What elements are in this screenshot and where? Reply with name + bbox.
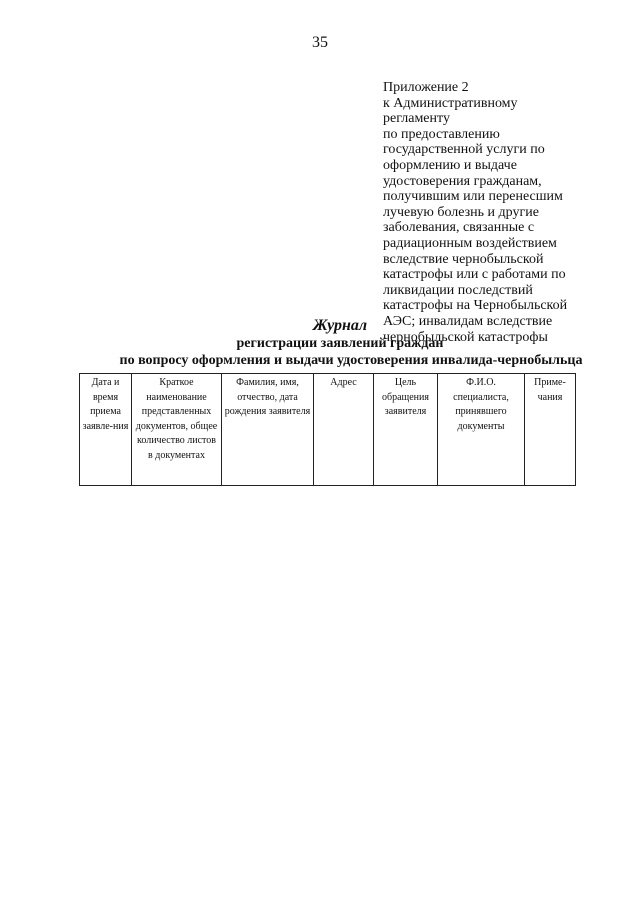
appendix-line: оформлению и выдаче <box>383 157 517 173</box>
column-header-purpose: Цель обращения заявителя <box>374 374 438 486</box>
appendix-line: получившим или перенесшим <box>383 189 563 205</box>
column-header-notes: Приме-чания <box>525 374 576 486</box>
appendix-line: удостоверения гражданам, <box>383 173 542 189</box>
journal-title-block <box>0 317 640 369</box>
appendix-line: катастрофы на Чернобыльской <box>383 298 568 314</box>
registration-journal-table <box>79 373 576 486</box>
column-header-full-name: Фамилия, имя, отчество, дата рождения заявителя <box>222 374 314 486</box>
appendix-line: государственной услуги по <box>383 142 545 158</box>
appendix-line: по предоставлению <box>383 126 500 142</box>
appendix-line: катастрофы или с работами по <box>383 267 566 283</box>
journal-title: Журнал <box>312 317 368 334</box>
appendix-line: регламенту <box>383 111 450 127</box>
appendix-line: к Административному <box>383 95 518 111</box>
column-header-documents: Краткое наименование представленных документов, общее количество листов в документах <box>132 374 222 486</box>
column-header-specialist: Ф.И.О. специалиста, принявшего документы <box>438 374 525 486</box>
journal-subtitle-2: по вопросу оформления и выдачи удостоверения инвалида-чернобыльца <box>119 353 583 368</box>
appendix-line: Приложение 2 <box>383 80 469 95</box>
appendix-line: вследствие чернобыльской <box>383 251 544 267</box>
appendix-note <box>383 80 613 345</box>
appendix-line: радиационным воздействием <box>383 235 557 251</box>
column-header-address: Адрес <box>314 374 374 486</box>
table-header-row <box>80 374 576 486</box>
appendix-line: ликвидации последствий <box>383 282 533 298</box>
journal-subtitle: регистрации заявлений граждан <box>236 336 444 351</box>
page-number: 35 <box>312 34 328 51</box>
appendix-line: заболевания, связанные с <box>383 220 535 236</box>
appendix-line: АЭС; инвалидам вследствие <box>383 313 553 329</box>
appendix-line: чернобыльской катастрофы <box>383 329 548 345</box>
column-header-date-time: Дата и время приема заявле-ния <box>80 374 132 486</box>
appendix-line: лучевую болезнь и другие <box>383 204 539 220</box>
